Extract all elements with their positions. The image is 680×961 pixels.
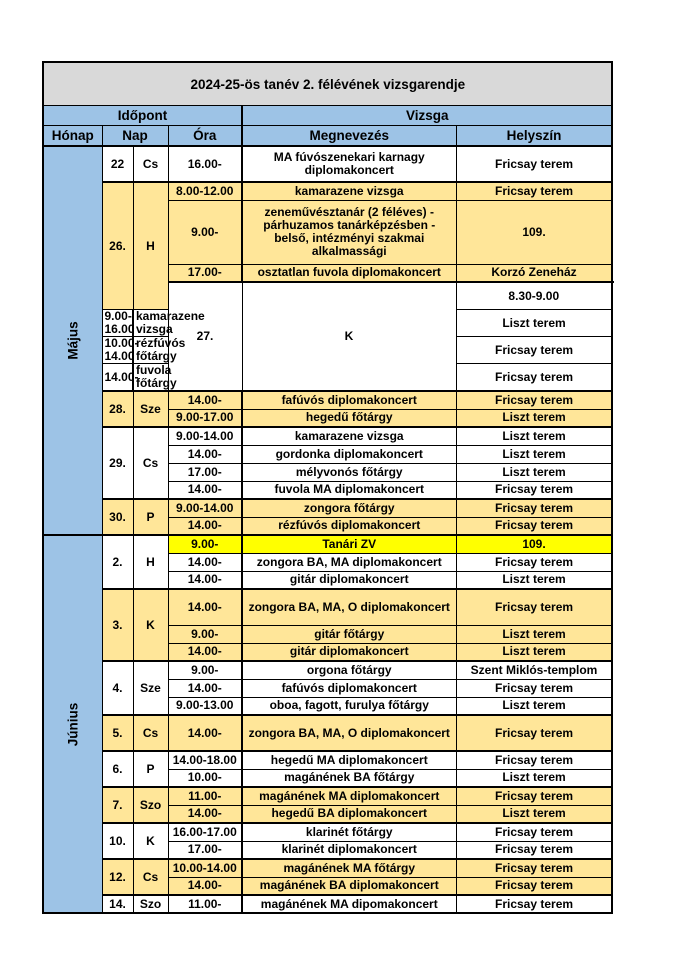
- exam-time: 14.00-: [168, 715, 242, 751]
- day-of-week: Sze: [133, 391, 168, 427]
- exam-name: rézfúvós főtárgy: [133, 337, 168, 364]
- day-of-week: Cs: [133, 715, 168, 751]
- exam-time: 17.00-: [168, 463, 242, 481]
- exam-place: Fricsay terem: [456, 841, 612, 859]
- exam-name: zongora főtárgy: [242, 499, 456, 517]
- exam-name: kamarazene vizsga: [133, 310, 168, 337]
- exam-time: 9.00-17.00: [168, 409, 242, 427]
- day-date: 10.: [102, 823, 133, 859]
- exam-name: gordonka diplomakoncert: [242, 445, 456, 463]
- day-of-week: Szo: [133, 787, 168, 823]
- exam-place: 109.: [456, 535, 612, 553]
- exam-time: 17.00-: [168, 264, 242, 282]
- exam-time: 14.00-: [102, 364, 133, 392]
- day-of-week: K: [133, 823, 168, 859]
- exam-place: Fricsay terem: [456, 481, 612, 499]
- exam-name: fuvola MA diplomakoncert: [242, 481, 456, 499]
- day-date: 29.: [102, 427, 133, 499]
- exam-name: mélyvonós főtárgy: [242, 463, 456, 481]
- day-of-week: H: [133, 535, 168, 589]
- exam-name: orgona főtárgy: [242, 661, 456, 679]
- exam-place: Fricsay terem: [456, 337, 612, 364]
- exam-name: osztatlan fuvola diplomakoncert: [242, 264, 456, 282]
- exam-time: 9.00-14.00: [168, 427, 242, 445]
- exam-time: 9.00-14.00: [168, 499, 242, 517]
- exam-time: 9.00-: [168, 661, 242, 679]
- exam-time: 9.00-: [168, 200, 242, 264]
- exam-place: Fricsay terem: [456, 877, 612, 895]
- exam-time: 14.00-: [168, 877, 242, 895]
- day-of-week: Cs: [133, 859, 168, 895]
- exam-place: Liszt terem: [456, 571, 612, 589]
- exam-time: 14.00-: [168, 517, 242, 535]
- exam-place: Fricsay terem: [456, 895, 612, 913]
- exam-place: Liszt terem: [456, 409, 612, 427]
- exam-time: 9.00-: [168, 625, 242, 643]
- exam-name: magánének BA diplomakoncert: [242, 877, 456, 895]
- exam-time: 10.00-: [168, 769, 242, 787]
- month-may-label: Május: [65, 321, 81, 360]
- exam-time: 11.00-: [168, 895, 242, 913]
- exam-place: Liszt terem: [456, 805, 612, 823]
- exam-name: gitár diplomakoncert: [242, 643, 456, 661]
- exam-name: gitár főtárgy: [242, 625, 456, 643]
- exam-place: Fricsay terem: [456, 787, 612, 805]
- header-name: Megnevezés: [242, 126, 456, 147]
- exam-name: kamarazene vizsga: [242, 427, 456, 445]
- exam-place: 109.: [456, 200, 612, 264]
- exam-name: magánének MA dipomakoncert: [242, 895, 456, 913]
- day-of-week: Sze: [133, 661, 168, 715]
- exam-name: rézfúvós diplomakoncert: [242, 517, 456, 535]
- day-date: 6.: [102, 751, 133, 787]
- exam-time: 14.00-: [168, 805, 242, 823]
- day-of-week: K: [133, 589, 168, 661]
- exam-time: 9.00-16.00: [102, 310, 133, 337]
- exam-name: magánének MA főtárgy: [242, 859, 456, 877]
- header-time-group: Időpont: [43, 106, 242, 126]
- day-date: 28.: [102, 391, 133, 427]
- exam-name: magánének BA főtárgy: [242, 769, 456, 787]
- exam-time: 16.00-17.00: [168, 823, 242, 841]
- exam-place: Liszt terem: [456, 643, 612, 661]
- exam-time: 14.00-: [168, 571, 242, 589]
- exam-name: hegedű MA diplomakoncert: [242, 751, 456, 769]
- day-date: 30.: [102, 499, 133, 535]
- exam-time: 11.00-: [168, 787, 242, 805]
- exam-name: MA fúvószenekari karnagy diplomakoncert: [242, 146, 456, 182]
- day-date: 26.: [102, 182, 133, 310]
- exam-place: Fricsay terem: [456, 499, 612, 517]
- day-of-week: Cs: [133, 146, 168, 182]
- exam-place: Liszt terem: [456, 427, 612, 445]
- exam-name: klarinét főtárgy: [242, 823, 456, 841]
- exam-time: 14.00-: [168, 445, 242, 463]
- exam-place: Fricsay terem: [456, 679, 612, 697]
- exam-schedule-table: [42, 61, 613, 914]
- exam-place: Liszt terem: [456, 310, 612, 337]
- day-date: 4.: [102, 661, 133, 715]
- day-of-week: Cs: [133, 427, 168, 499]
- exam-place: Fricsay terem: [456, 589, 612, 625]
- exam-place: Fricsay terem: [456, 823, 612, 841]
- exam-name: hegedű BA diplomakoncert: [242, 805, 456, 823]
- day-date: 5.: [102, 715, 133, 751]
- exam-name: zongora BA, MA diplomakoncert: [242, 553, 456, 571]
- header-place: Helyszín: [456, 126, 612, 147]
- day-date: 14.: [102, 895, 133, 913]
- exam-place: Fricsay terem: [456, 553, 612, 571]
- day-of-week: P: [133, 751, 168, 787]
- exam-time: 8.30-9.00: [456, 282, 612, 310]
- day-of-week: P: [133, 499, 168, 535]
- exam-time: 10.00-14.00: [168, 859, 242, 877]
- header-exam-group: Vizsga: [242, 106, 612, 126]
- day-of-week: Szo: [133, 895, 168, 913]
- exam-time: 14.00-: [168, 553, 242, 571]
- day-date: 3.: [102, 589, 133, 661]
- exam-time: 8.00-12.00: [168, 182, 242, 200]
- exam-name: fafúvós diplomakoncert: [242, 679, 456, 697]
- day-date: 2.: [102, 535, 133, 589]
- day-of-week: H: [133, 182, 168, 310]
- exam-name: oboa, fagott, furulya főtárgy: [242, 697, 456, 715]
- exam-name: zongora BA, MA, O diplomakoncert: [242, 589, 456, 625]
- exam-place: Fricsay terem: [456, 391, 612, 409]
- exam-time: 16.00-: [168, 146, 242, 182]
- exam-time: 17.00-: [168, 841, 242, 859]
- header-day: Nap: [102, 126, 168, 147]
- exam-place: Fricsay terem: [456, 146, 612, 182]
- exam-time: 14.00-: [168, 643, 242, 661]
- exam-time: 14.00-: [168, 589, 242, 625]
- exam-place: Fricsay terem: [456, 751, 612, 769]
- exam-place: Fricsay terem: [456, 182, 612, 200]
- exam-name: kamarazene vizsga: [242, 182, 456, 200]
- exam-name: zongora BA, MA, O diplomakoncert: [242, 715, 456, 751]
- day-date: 12.: [102, 859, 133, 895]
- month-june: [43, 535, 102, 913]
- exam-time: 10.00-14.00: [102, 337, 133, 364]
- exam-place: Szent Miklós-templom: [456, 661, 612, 679]
- exam-time: 14.00-18.00: [168, 751, 242, 769]
- exam-name: gitár diplomakoncert: [242, 571, 456, 589]
- exam-name: fuvola főtárgy: [133, 364, 168, 392]
- exam-place: Liszt terem: [456, 769, 612, 787]
- exam-place: Korzó Zeneház: [456, 264, 612, 282]
- exam-place: Fricsay terem: [456, 517, 612, 535]
- day-date: 27.: [168, 282, 242, 391]
- exam-place: Liszt terem: [456, 625, 612, 643]
- exam-name: magánének MA diplomakoncert: [242, 787, 456, 805]
- exam-place: Fricsay terem: [456, 364, 612, 392]
- exam-name: klarinét diplomakoncert: [242, 841, 456, 859]
- exam-time: 9.00-13.00: [168, 697, 242, 715]
- exam-place: Liszt terem: [456, 445, 612, 463]
- header-hour: Óra: [168, 126, 242, 147]
- exam-time: 14.00-: [168, 679, 242, 697]
- exam-name: fafúvós diplomakoncert: [242, 391, 456, 409]
- day-of-week: K: [242, 282, 456, 391]
- exam-place: Fricsay terem: [456, 859, 612, 877]
- exam-time: 14.00-: [168, 481, 242, 499]
- exam-place: Liszt terem: [456, 463, 612, 481]
- day-date: 22: [102, 146, 133, 182]
- exam-time: 9.00-: [168, 535, 242, 553]
- schedule-title: 2024-25-ös tanév 2. félévének vizsgarendje: [43, 62, 612, 106]
- exam-time: 14.00-: [168, 391, 242, 409]
- day-date: 7.: [102, 787, 133, 823]
- exam-name: zeneművésztanár (2 féléves) - párhuzamos tanárképzésben - belső, intézményi szakmai alkalmassági: [242, 200, 456, 264]
- exam-place: Liszt terem: [456, 697, 612, 715]
- header-month: Hónap: [43, 126, 102, 147]
- month-june-label: Június: [65, 702, 81, 746]
- exam-place: Fricsay terem: [456, 715, 612, 751]
- exam-name: hegedű főtárgy: [242, 409, 456, 427]
- exam-name: Tanári ZV: [242, 535, 456, 553]
- month-may: [43, 146, 102, 535]
